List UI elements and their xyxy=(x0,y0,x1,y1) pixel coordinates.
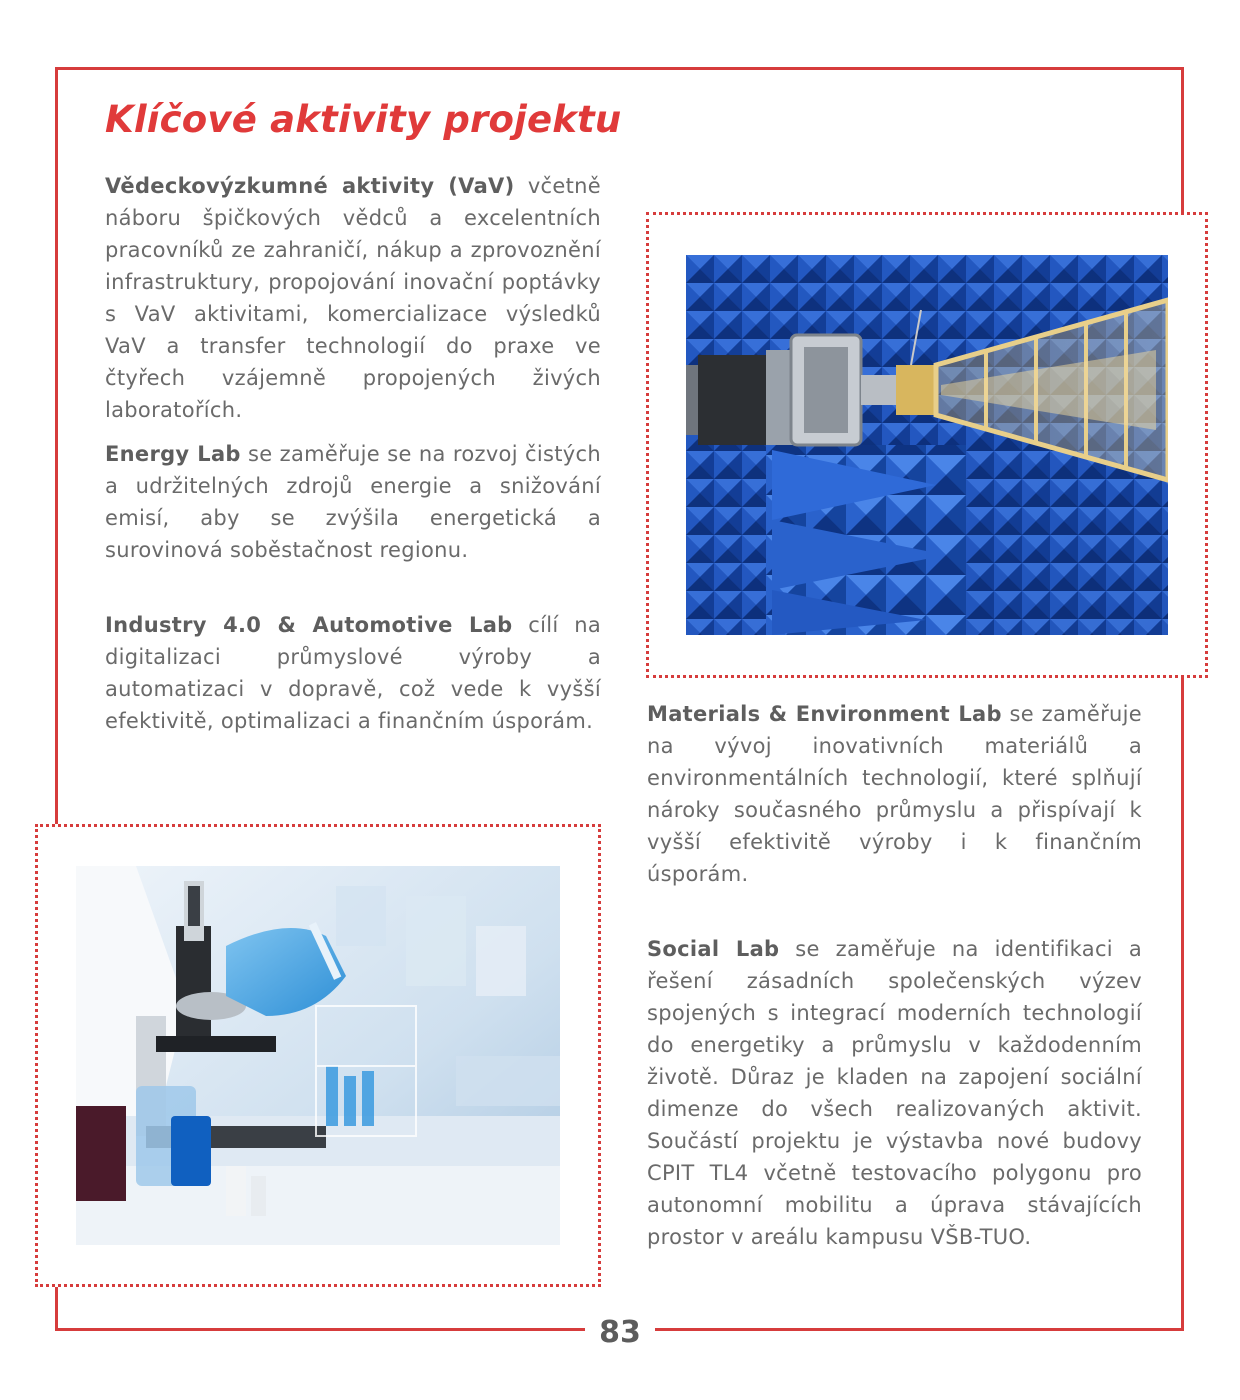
page-number: 83 xyxy=(599,1315,641,1350)
page-title: Klíčové aktivity projektu xyxy=(105,98,622,141)
paragraph-materials-lab-text: se zaměřuje na vývoj inovativních materiálů a environmentálních technologií, které splňují nároky současného průmyslu a přispívají k vyšší efektivitě výroby i k finančním úsporám. xyxy=(647,702,1142,886)
anechoic-chamber-antenna-photo xyxy=(686,255,1168,635)
bottom-left-image-box xyxy=(35,824,601,1287)
paragraph-energy-lab-text: se zaměřuje se na rozvoj čistých a udržitelných zdrojů energie a snižování emisí, aby se zvýšila energetická a surovinová soběstačnost regionu. xyxy=(105,442,601,562)
paragraph-social-lab-heading: Social Lab xyxy=(647,937,780,961)
paragraph-materials-lab-heading: Materials & Environment Lab xyxy=(647,702,1002,726)
page-number-box xyxy=(585,1310,655,1356)
paragraph-vav-text: včetně náboru špičkových vědců a excelentních pracovníků ze zahraničí, nákup a zprovoznění infrastruktury, propojování inovační poptávky s VaV aktivitami, komercializace výsledků VaV a transfer technologií do praxe ve čtyřech vzájemně propojených živých laboratořích. xyxy=(105,174,601,422)
paragraph-materials-lab xyxy=(647,698,1142,890)
laboratory-microscope-photo xyxy=(76,866,560,1245)
paragraph-energy-lab xyxy=(105,438,601,566)
top-right-image-box xyxy=(646,212,1208,678)
paragraph-vav-heading: Vědeckovýzkumné aktivity (VaV) xyxy=(105,174,515,198)
paragraph-social-lab-text: se zaměřuje na identifikaci a řešení zásadních společenských výzev spojených s integrací moderních technologií do energetiky a průmyslu v každodenním životě. Důraz je kladen na zapojení sociální dimenze do všech realizovaných aktivit. Součástí projektu je výstavba nové budovy CPIT TL4 včetně testovacího polygonu pro autonomní mobilitu a úprava stávajících prostor v areálu kampusu VŠB-TUO. xyxy=(647,937,1142,1249)
paragraph-energy-lab-heading: Energy Lab xyxy=(105,442,241,466)
paragraph-industry-lab-heading: Industry 4.0 & Automotive Lab xyxy=(105,613,513,637)
paragraph-vav xyxy=(105,170,601,426)
paragraph-industry-lab xyxy=(105,609,601,737)
paragraph-social-lab xyxy=(647,933,1142,1253)
paragraph-industry-lab-text: cílí na digitalizaci průmyslové výroby a automatizaci v dopravě, což vede k vyšší efektivitě, optimalizaci a finančním úsporám. xyxy=(105,613,601,733)
